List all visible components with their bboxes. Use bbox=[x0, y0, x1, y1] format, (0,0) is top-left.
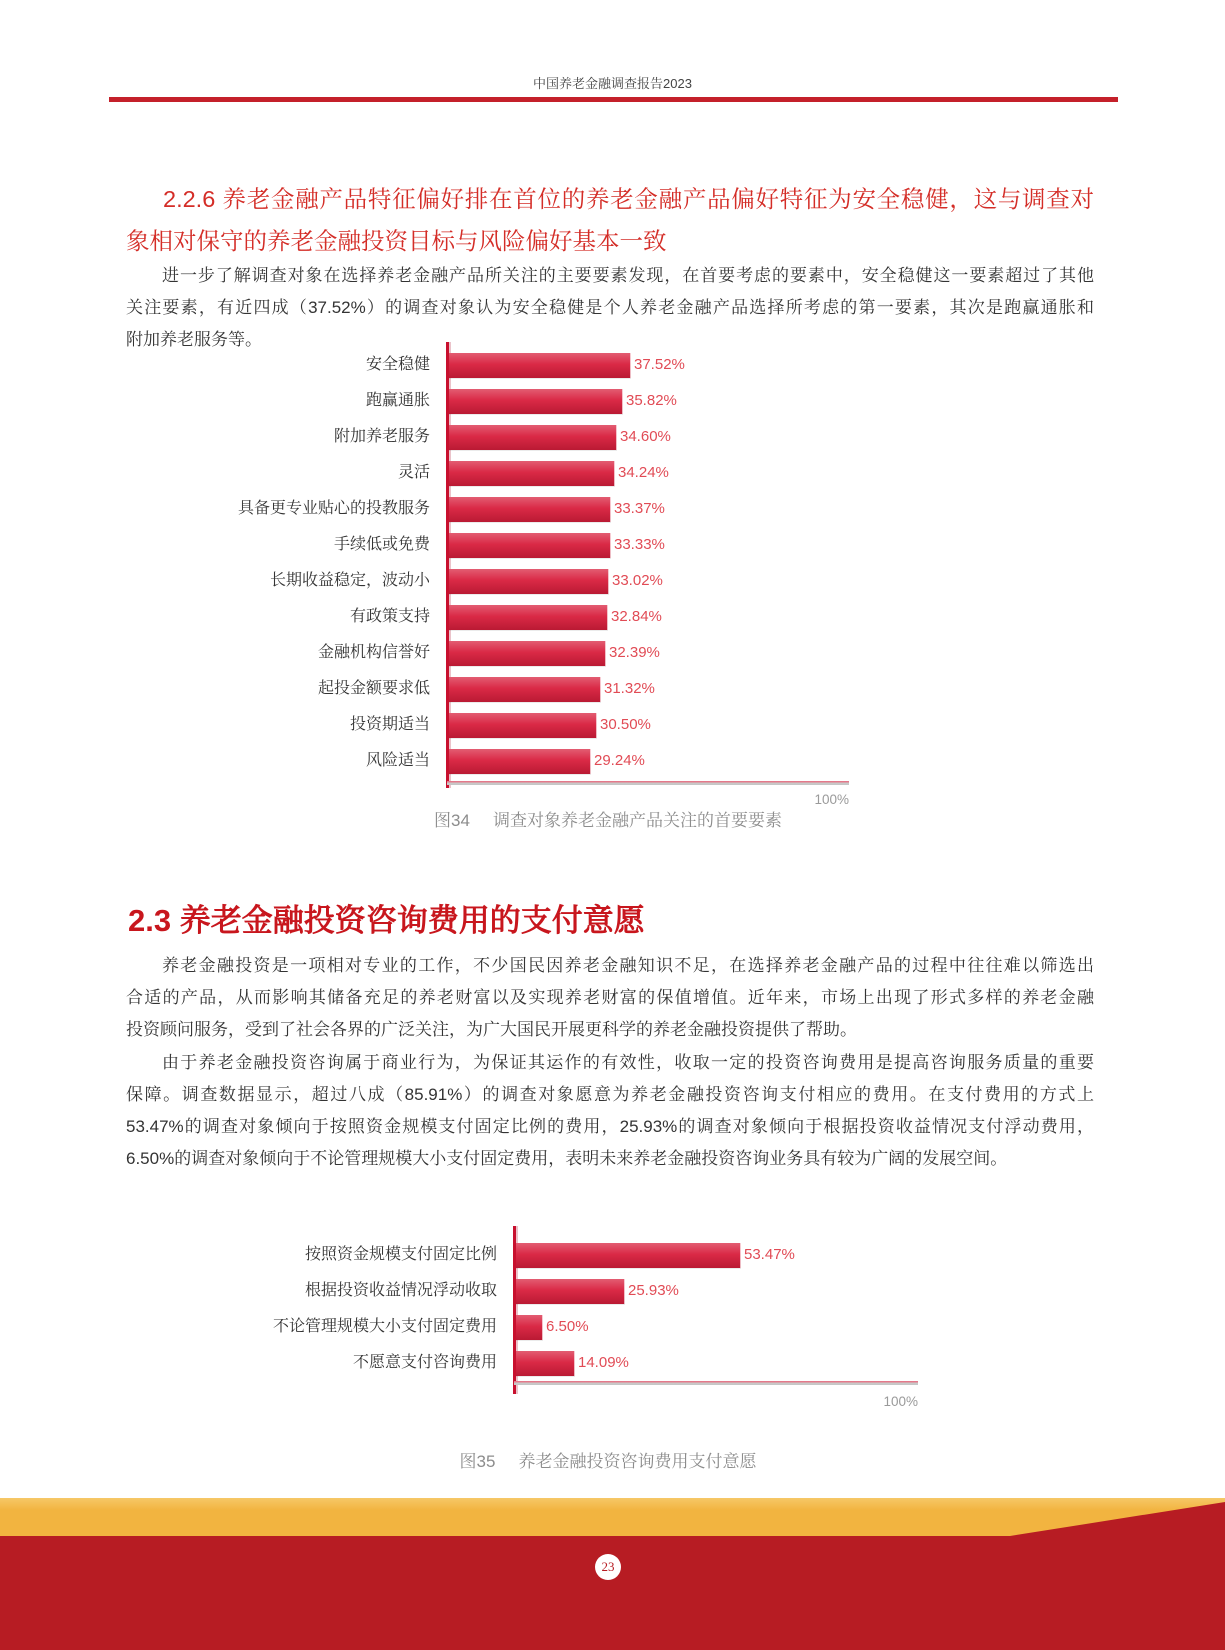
category-label: 安全稳健 bbox=[365, 356, 430, 373]
bar bbox=[449, 677, 601, 702]
category-label: 金融机构信誉好 bbox=[317, 644, 430, 661]
figure-title: 养老金融投资咨询费用支付意愿 bbox=[518, 1452, 757, 1471]
value-label: 30.50% bbox=[600, 716, 651, 733]
value-label: 34.60% bbox=[620, 428, 671, 445]
value-label: 33.02% bbox=[612, 572, 663, 589]
category-label: 按照资金规模支付固定比例 bbox=[304, 1246, 497, 1263]
category-label: 起投金额要求低 bbox=[317, 680, 430, 697]
paragraph-line: 关注要素，有近四成（37.52%）的调查对象认为安全稳健是个人养老金融产品选择所考虑的第一要素，其次是跑赢通胀和 bbox=[126, 298, 1094, 317]
category-label: 长期收益稳定，波动小 bbox=[269, 572, 430, 589]
value-label: 29.24% bbox=[594, 752, 645, 769]
paragraph-line: 附加养老服务等。 bbox=[126, 330, 262, 349]
category-label: 附加养老服务 bbox=[333, 428, 430, 445]
value-label: 14.09% bbox=[578, 1354, 629, 1371]
category-label: 灵活 bbox=[397, 464, 430, 481]
category-label: 不愿意支付咨询费用 bbox=[352, 1354, 497, 1371]
section-2-3-paragraph-1 bbox=[126, 950, 1094, 1046]
page-number: 23 bbox=[595, 1554, 621, 1580]
bar bbox=[449, 461, 615, 486]
section-2-2-6-heading bbox=[126, 178, 1094, 262]
category-label: 根据投资收益情况浮动收取 bbox=[304, 1282, 497, 1299]
value-label: 6.50% bbox=[546, 1318, 589, 1335]
bar bbox=[516, 1243, 741, 1268]
value-label: 32.84% bbox=[611, 608, 662, 625]
category-label: 具备更专业贴心的投教服务 bbox=[237, 500, 430, 517]
x-axis-baseline bbox=[447, 781, 849, 785]
paragraph-line: 投资顾问服务，受到了社会各界的广泛关注，为广大国民开展更科学的养老金融投资提供了帮助。 bbox=[126, 1020, 857, 1039]
x-axis-baseline bbox=[514, 1381, 918, 1385]
paragraph-line: 保障。调查数据显示，超过八成（85.91%）的调查对象愿意为养老金融投资咨询支付相应的费用。在支付费用的方式上 bbox=[126, 1085, 1094, 1104]
figure-title: 调查对象养老金融产品关注的首要要素 bbox=[492, 811, 782, 830]
section-2-3-paragraph-2 bbox=[126, 1047, 1094, 1175]
header-rule bbox=[109, 97, 1118, 102]
paragraph-line: 由于养老金融投资咨询属于商业行为，为保证其运作的有效性，收取一定的投资咨询费用是提高咨询服务质量的重要 bbox=[162, 1053, 1094, 1072]
value-label: 33.33% bbox=[614, 536, 665, 553]
paragraph-line: 进一步了解调查对象在选择养老金融产品所关注的主要要素发现，在首要考虑的要素中，安全稳健这一要素超过了其他 bbox=[162, 266, 1094, 285]
category-label: 跑赢通胀 bbox=[365, 392, 430, 409]
bar bbox=[449, 605, 608, 630]
value-label: 53.47% bbox=[744, 1246, 795, 1263]
figure-34-chart bbox=[0, 330, 1225, 820]
value-label: 35.82% bbox=[626, 392, 677, 409]
category-label: 有政策支持 bbox=[349, 608, 430, 625]
bar bbox=[449, 641, 606, 666]
paragraph-line: 53.47%的调查对象倾向于按照资金规模支付固定比例的费用，25.93%的调查对象倾向于根据投资收益情况支付浮动费用， bbox=[126, 1117, 1094, 1136]
value-label: 31.32% bbox=[604, 680, 655, 697]
bar bbox=[516, 1315, 543, 1340]
category-label: 风险适当 bbox=[365, 752, 430, 769]
paragraph-line: 合适的产品，从而影响其储备充足的养老财富以及实现养老财富的保值增值。近年来，市场上出现了形式多样的养老金融 bbox=[126, 988, 1094, 1007]
category-label: 手续低或免费 bbox=[333, 536, 430, 553]
paragraph-line: 养老金融投资是一项相对专业的工作，不少国民因养老金融知识不足，在选择养老金融产品的过程中往往难以筛选出 bbox=[162, 956, 1094, 975]
bar bbox=[449, 533, 611, 558]
bar bbox=[516, 1351, 575, 1376]
category-label: 投资期适当 bbox=[349, 716, 430, 733]
axis-max-label: 100% bbox=[814, 792, 849, 807]
value-label: 32.39% bbox=[609, 644, 660, 661]
figure-number: 图34 bbox=[434, 811, 470, 830]
value-label: 25.93% bbox=[628, 1282, 679, 1299]
figure-35-chart bbox=[0, 1215, 1225, 1415]
heading-line: 2.2.6 养老金融产品特征偏好排在首位的养老金融产品偏好特征为安全稳健，这与调查对 bbox=[163, 186, 1094, 212]
bar bbox=[449, 497, 611, 522]
paragraph-line: 6.50%的调查对象倾向于不论管理规模大小支付固定费用，表明未来养老金融投资咨询业务具有较为广阔的发展空间。 bbox=[126, 1149, 1008, 1168]
figure-34-caption bbox=[0, 810, 1216, 832]
bar bbox=[449, 425, 617, 450]
figure-35-caption bbox=[0, 1451, 1216, 1473]
value-label: 33.37% bbox=[614, 500, 665, 517]
figure-number: 图35 bbox=[459, 1452, 496, 1471]
bar bbox=[449, 749, 591, 774]
axis-max-label: 100% bbox=[883, 1394, 918, 1409]
bar bbox=[449, 569, 609, 594]
value-label: 37.52% bbox=[634, 356, 685, 373]
bar bbox=[449, 389, 623, 414]
bar bbox=[516, 1279, 625, 1304]
category-label: 不论管理规模大小支付固定费用 bbox=[272, 1318, 497, 1335]
section-2-3-heading: 2.3 养老金融投资咨询费用的支付意愿 bbox=[128, 903, 645, 938]
running-header: 中国养老金融调查报告2023 bbox=[533, 76, 692, 91]
value-label: 34.24% bbox=[618, 464, 669, 481]
bar bbox=[449, 713, 597, 738]
bar bbox=[449, 353, 631, 378]
heading-line: 象相对保守的养老金融投资目标与风险偏好基本一致 bbox=[126, 228, 667, 254]
